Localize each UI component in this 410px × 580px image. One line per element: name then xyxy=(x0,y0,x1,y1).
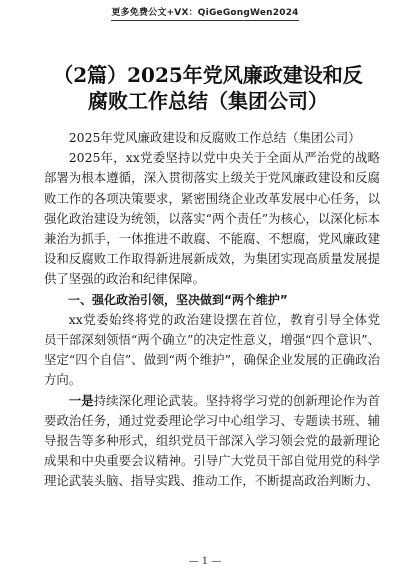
point-lead: 一是 xyxy=(68,392,94,408)
point-paragraph xyxy=(44,391,380,492)
section-paragraph: xx党委始终将党的政治建设摆在首位，教育引导全体党员干部深刻领悟“两个确立”的决定性意义，增强“四个意识”、坚定“四个自信”、做到“两个维护”，确保企业发展的正确政治方向。 xyxy=(44,311,380,388)
document-body xyxy=(44,128,380,492)
section-heading: 一、强化政治引领，坚决做到“两个维护” xyxy=(68,292,288,307)
document-subtitle: 2025年党风廉政建设和反腐败工作总结（集团公司） xyxy=(68,130,361,145)
document-title: （2篇）2025年党风廉政建设和反腐败工作总结（集团公司） xyxy=(53,63,363,113)
page-number: — 1 — xyxy=(188,556,222,567)
point-text: 持续深化理论武装。坚持将学习党的创新理论作为首要政治任务，通过党委理论学习中心组学习、专题读书班、辅导报告等多种形式，组织党员干部深入学习领会党的最新理论成果和中央重要会议精神。引导广大党员干部自觉用党的科学理论武装头脑、指导实践、推动工作，不断提高政治判断力、 xyxy=(44,392,381,489)
intro-paragraph: 2025年，xx党委坚持以党中央关于全面从严治党的战略部署为根本遵循，深入贯彻落实上级关于党风廉政建设和反腐败工作的各项决策要求，紧密围绕企业改革发展中心任务，以强化政治建设为统领，以落实“两个责任”为核心，以深化标本兼治为抓手，一体推进不敢腐、不能腐、不想腐，党风廉政建设和反腐败工作取得新进展新成效，为集团实现高质量发展提供了坚强的政治和纪律保障。 xyxy=(44,150,380,287)
document-header xyxy=(0,0,410,26)
header-promo-text: 更多免费公文+VX：QiGeGongWen2024 xyxy=(111,5,298,21)
